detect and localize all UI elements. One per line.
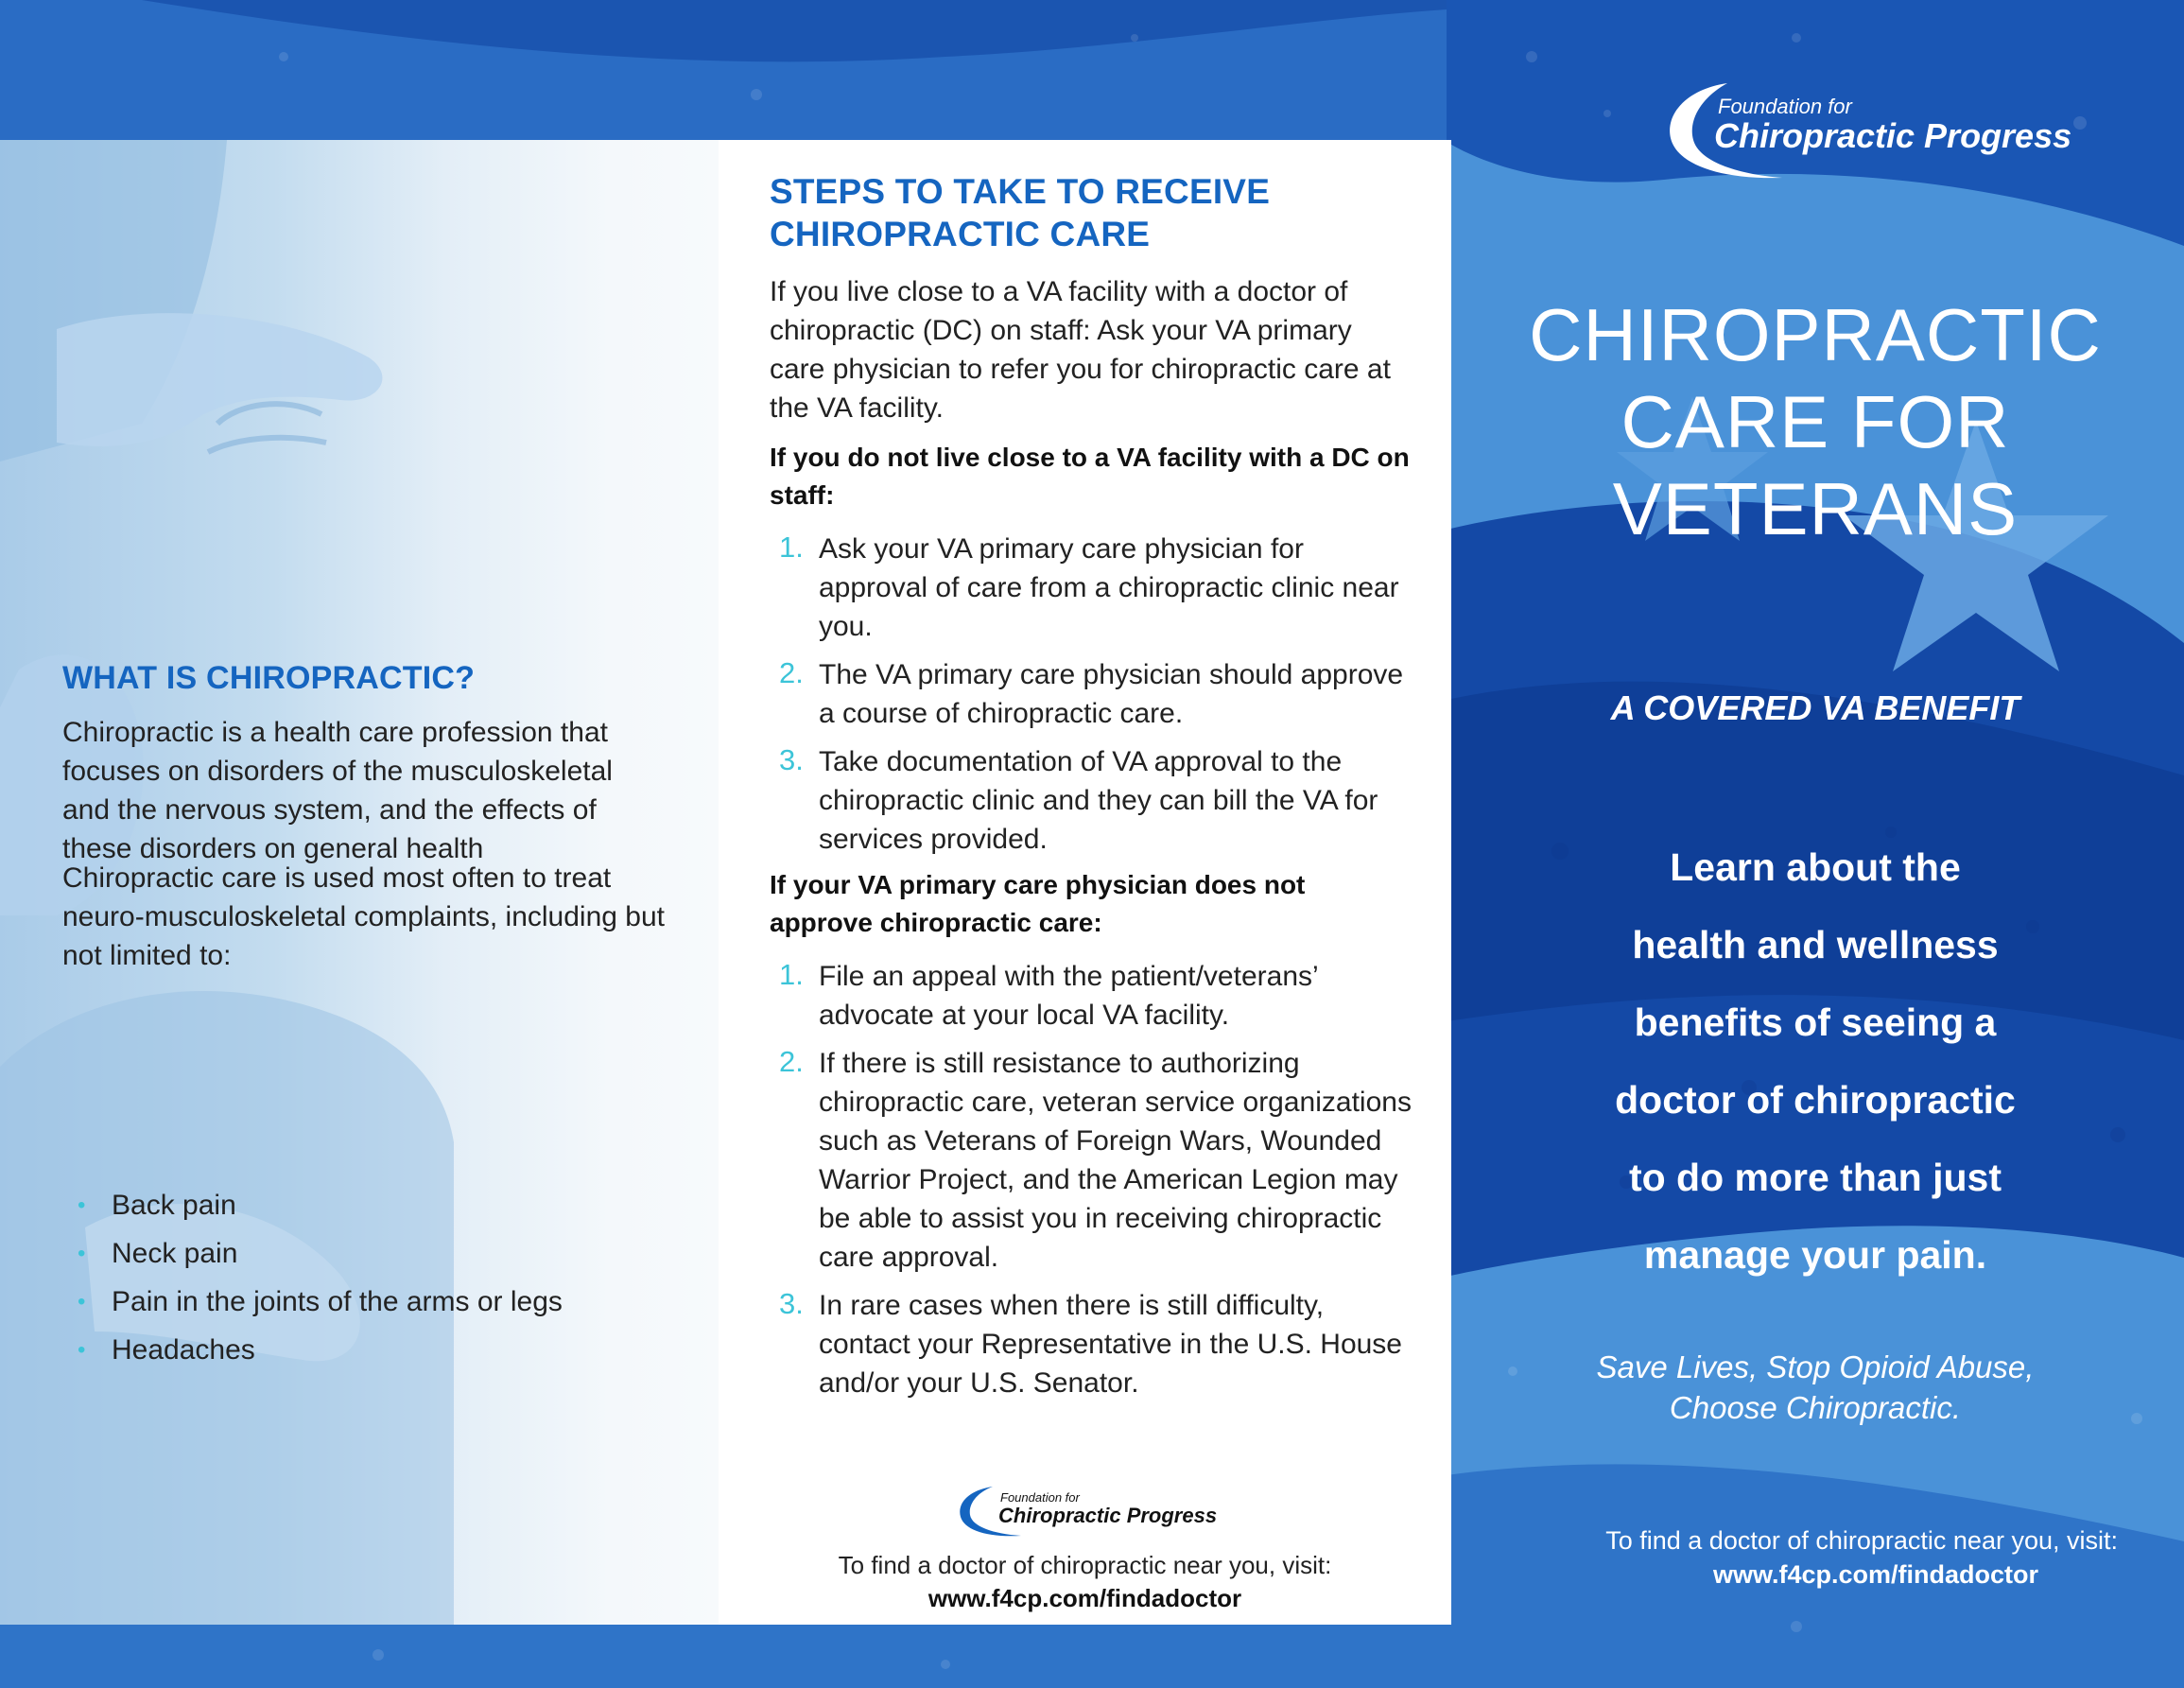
condition-label: Neck pain: [112, 1238, 238, 1269]
left-panel: [0, 140, 719, 1625]
learn-line: to do more than just: [1628, 1156, 2002, 1199]
cover-tagline: [1503, 1347, 2127, 1428]
logo-line2: Chiropractic Progress: [998, 1504, 1218, 1527]
list-item: [770, 530, 1413, 646]
learn-line: manage your pain.: [1643, 1233, 1987, 1277]
cover-logo-line2: Chiropractic Progress: [1714, 116, 2072, 155]
list-item: [770, 957, 1413, 1035]
step-text: File an appeal with the patient/veterans’ advocate at your local VA facility.: [819, 961, 1318, 1031]
definition-paragraph: Chiropractic is a health care profession that focuses on disorders of the musculoskeletal and the nervous system, and the effects of these disorders on general health: [62, 717, 613, 864]
steps-list-no-dc: [770, 530, 1413, 868]
cover-logo-line1: Foundation for: [1718, 95, 1852, 118]
cover-title-line: VETERANS: [1612, 467, 2019, 550]
steps-heading: STEPS TO TAKE TO RECEIVE CHIROPRACTIC CARE: [770, 172, 1271, 253]
find-doctor-link[interactable]: www.f4cp.com/findadoctor: [927, 1584, 1242, 1612]
cover-find-doctor-text: To find a doctor of chiropractic near you, visit:: [1605, 1526, 2118, 1555]
condition-label: Headaches: [112, 1334, 255, 1366]
usage-paragraph: Chiropractic care is used most often to treat neuro-musculoskeletal complaints, including but not limited to:: [62, 862, 666, 971]
middle-panel: [719, 140, 1451, 1625]
find-doctor-text: To find a doctor of chiropractic near you, visit:: [838, 1551, 1332, 1579]
list-item: [770, 1286, 1413, 1402]
step-text: Take documentation of VA approval to the chiropractic clinic and they can bill the VA for services provided.: [819, 746, 1378, 855]
step-number: 1.: [779, 531, 804, 564]
conditions-list: [78, 1186, 563, 1379]
cover-title: [1475, 291, 2156, 552]
list-item: [770, 1044, 1413, 1277]
steps-list-not-approved: [770, 957, 1413, 1412]
learn-line: doctor of chiropractic: [1615, 1078, 2016, 1122]
list-item: [78, 1331, 563, 1379]
step-text: Ask your VA primary care physician for approval of care from a chiropractic clinic near you.: [819, 533, 1399, 642]
bullet-icon: •: [78, 1337, 86, 1363]
step-number: 2.: [779, 1045, 804, 1078]
list-item: [78, 1186, 563, 1234]
step-text: If there is still resistance to authorizing chiropractic care, veteran service organizations such as Veterans of Foreign Wars, Wounded Warrior Project, and the American Legion may be able to assist you in receiving chiropractic care approval.: [819, 1048, 1412, 1273]
bullet-icon: •: [78, 1192, 86, 1218]
step-text: The VA primary care physician should approve a course of chiropractic care.: [819, 659, 1404, 729]
step-number: 3.: [779, 1287, 804, 1320]
condition-label: Pain in the joints of the arms or legs: [112, 1286, 563, 1317]
list-item: [78, 1234, 563, 1282]
step-number: 2.: [779, 656, 804, 689]
bullet-icon: •: [78, 1241, 86, 1266]
logo-line1: Foundation for: [1000, 1490, 1080, 1505]
cover-learn-text: [1522, 828, 2108, 1294]
learn-line: health and wellness: [1632, 923, 1999, 966]
cover-find-doctor-link[interactable]: www.f4cp.com/findadoctor: [1712, 1560, 2038, 1589]
what-is-chiropractic-heading: WHAT IS CHIROPRACTIC?: [62, 660, 476, 696]
tagline-line: Save Lives, Stop Opioid Abuse,: [1596, 1349, 2035, 1384]
f4cp-logo: [955, 1481, 1218, 1541]
list-item: [770, 655, 1413, 733]
f4cp-logo-cover: [1659, 76, 2072, 189]
intro-paragraph: If you live close to a VA facility with a doctor of chiropractic (DC) on staff: Ask your VA primary care physician to refer you for chiropractic care at the VA facility.: [770, 276, 1391, 424]
list-item: [770, 742, 1413, 859]
no-dc-subheading: If you do not live close to a VA facility with a DC on staff:: [770, 443, 1410, 510]
list-item: [78, 1282, 563, 1331]
bullet-icon: •: [78, 1289, 86, 1314]
cover-subtitle: A COVERED VA BENEFIT: [1610, 688, 2020, 727]
step-number: 1.: [779, 958, 804, 991]
step-text: In rare cases when there is still difficulty, contact your Representative in the U.S. House and/or your U.S. Senator.: [819, 1290, 1402, 1399]
cover-title-line: CARE FOR: [1621, 380, 2010, 463]
step-number: 3.: [779, 743, 804, 776]
condition-label: Back pain: [112, 1190, 236, 1221]
learn-line: Learn about the: [1670, 845, 1961, 889]
learn-line: benefits of seeing a: [1634, 1001, 1997, 1044]
not-approved-subheading: If your VA primary care physician does not approve chiropractic care:: [770, 870, 1306, 937]
tagline-line: Choose Chiropractic.: [1669, 1390, 1962, 1425]
cover-title-line: CHIROPRACTIC: [1529, 293, 2102, 376]
